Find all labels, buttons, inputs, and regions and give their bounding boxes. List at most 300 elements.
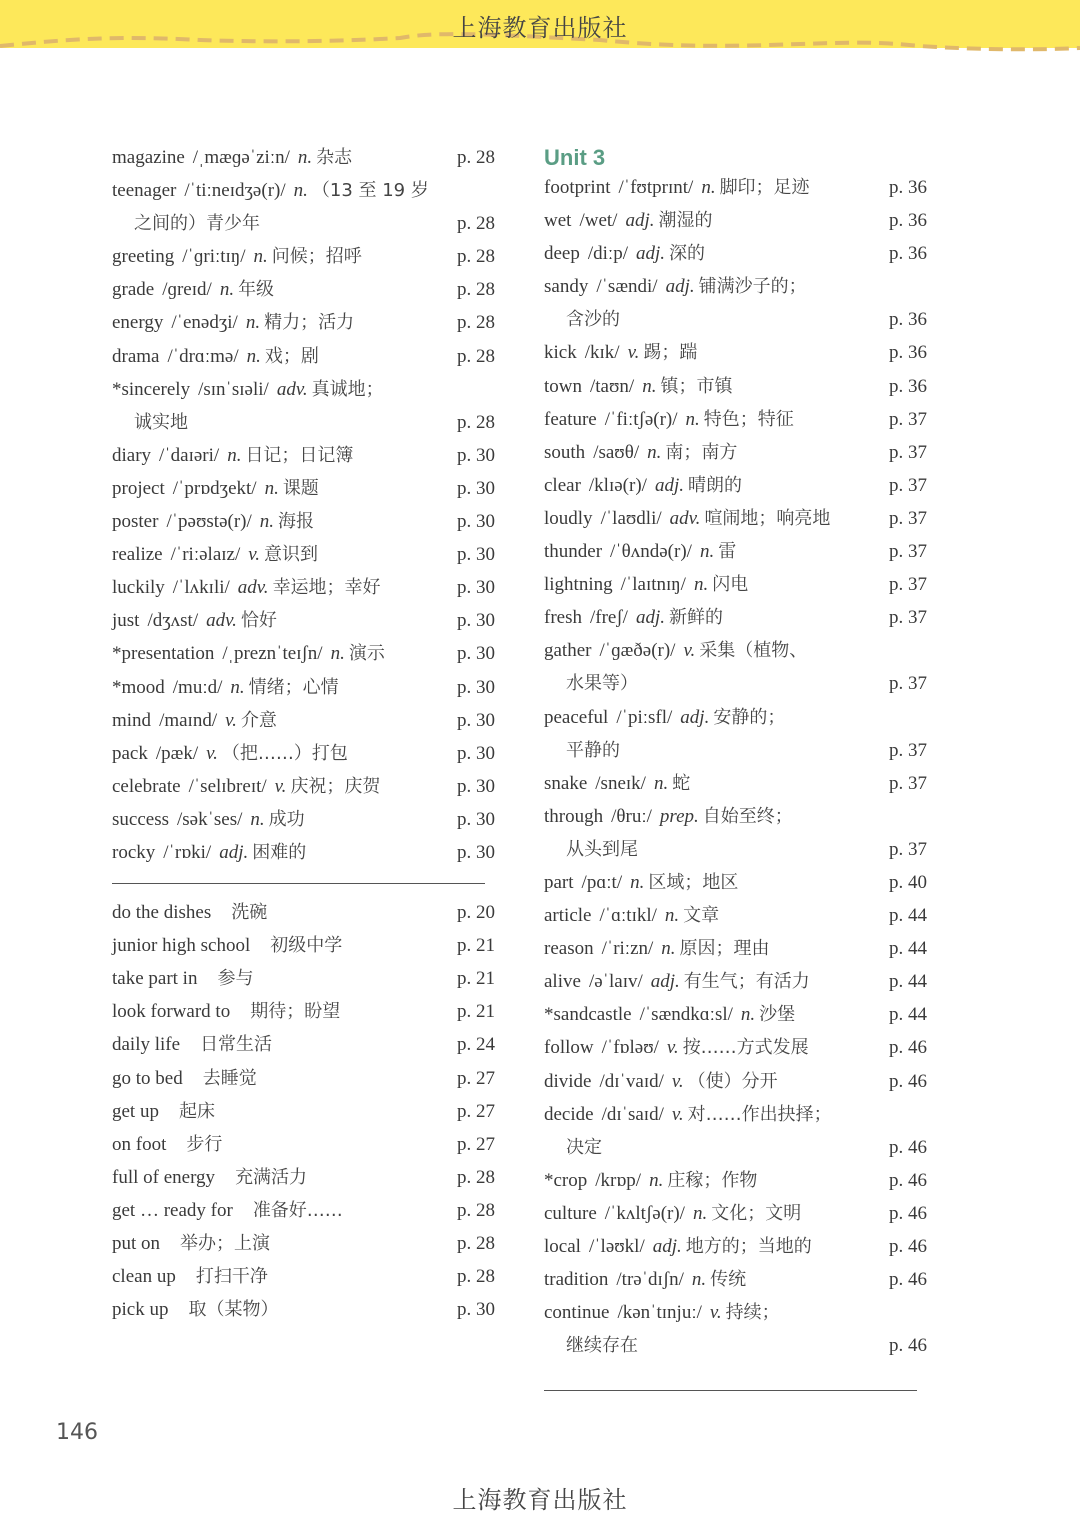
vocab-entry xyxy=(112,505,495,538)
entry-word: reason xyxy=(544,938,594,960)
vocab-entry xyxy=(544,767,927,800)
vocab-entry xyxy=(112,604,495,637)
entry-translation: 沙堡 xyxy=(759,1004,796,1026)
entry-page-ref: p. 46 xyxy=(889,1269,927,1291)
entry-word: snake xyxy=(544,772,588,794)
entry-phonetic: /sɪnˈsɪəli/ xyxy=(198,378,269,400)
entry-translation: （使）分开 xyxy=(687,1070,778,1092)
entry-phonetic: /ˈdrɑːmə/ xyxy=(167,345,239,367)
unit-title: Unit 3 xyxy=(544,145,606,170)
entry-phonetic: /ˈsændi/ xyxy=(596,276,658,298)
entry-translation: 脚印；足迹 xyxy=(719,177,810,198)
vocab-entry xyxy=(112,737,495,770)
entry-phonetic: /ˈɡriːtɪŋ/ xyxy=(182,246,246,268)
vocab-entry xyxy=(544,204,927,237)
entry-word: thunder xyxy=(544,541,603,563)
entry-phonetic: /maɪnd/ xyxy=(159,709,218,731)
vocab-entry xyxy=(544,1197,927,1230)
phrase-entry xyxy=(112,1161,495,1194)
entry-translation: 深的 xyxy=(669,243,706,265)
entry-word: culture xyxy=(544,1202,597,1224)
vocab-entry xyxy=(112,472,495,505)
phrase-text: take part in xyxy=(112,968,198,990)
vocab-entry xyxy=(112,240,495,273)
entry-page-ref: p. 28 xyxy=(457,246,495,268)
entry-phonetic: /freʃ/ xyxy=(589,607,628,629)
entry-part-of-speech: n. xyxy=(230,676,245,698)
entry-part-of-speech: n. xyxy=(630,871,645,893)
entry-translation-continued: 之间的）青少年 xyxy=(134,213,260,235)
entry-translation: 意识到 xyxy=(264,544,319,566)
entry-part-of-speech: n. xyxy=(253,246,268,268)
entry-word: deep xyxy=(544,243,580,265)
entry-word: lightning xyxy=(544,574,613,596)
entry-part-of-speech: n. xyxy=(246,345,261,367)
entry-page-ref: p. 46 xyxy=(889,1136,927,1158)
phrase-text: get up xyxy=(112,1100,159,1122)
entry-part-of-speech: n. xyxy=(691,1269,707,1291)
entry-part-of-speech: v. xyxy=(248,544,261,566)
entry-phonetic: /ˈθʌndə(r)/ xyxy=(610,541,692,563)
phrase-translation: 起床 xyxy=(178,1100,215,1122)
entry-phonetic: /ˈsændkɑːsl/ xyxy=(639,1004,733,1026)
entry-part-of-speech: v. xyxy=(274,775,287,797)
section-divider xyxy=(112,883,485,884)
vocab-entry xyxy=(112,306,495,339)
vocab-entry xyxy=(544,899,927,932)
phrase-entry xyxy=(112,1128,495,1161)
entry-word: pack xyxy=(112,742,148,764)
phrase-entry xyxy=(112,1028,495,1061)
entry-page-ref: p. 37 xyxy=(889,541,927,563)
entry-phonetic: /pæk/ xyxy=(155,742,199,764)
entry-part-of-speech: prep. xyxy=(659,805,699,827)
vocab-entry xyxy=(544,1164,927,1197)
entry-page-ref: p. 37 xyxy=(889,772,927,794)
entry-word: gather xyxy=(544,640,592,662)
vocab-entry xyxy=(544,1263,927,1296)
entry-phonetic: /ˈkʌltʃə(r)/ xyxy=(604,1202,685,1224)
entry-part-of-speech: adv. xyxy=(206,610,237,632)
entry-page-ref: p. 28 xyxy=(457,411,495,433)
entry-translation: （13 至 19 岁 xyxy=(311,180,429,202)
entry-word: *crop xyxy=(544,1169,588,1191)
phrase-translation: 步行 xyxy=(186,1133,223,1155)
entry-translation: 情绪；心情 xyxy=(248,676,339,698)
entry-part-of-speech: v. xyxy=(627,342,640,364)
phrase-text: pick up xyxy=(112,1299,169,1321)
entry-word: *presentation xyxy=(112,643,215,665)
entry-page-ref: p. 30 xyxy=(457,742,495,764)
entry-phonetic: /ˈfɒləʊ/ xyxy=(601,1037,659,1059)
publisher-footer: 上海教育出版社 xyxy=(452,1486,628,1514)
phrase-translation: 参与 xyxy=(217,968,254,990)
vocab-entry xyxy=(544,932,927,965)
entry-phonetic: /ˈtiːneɪdʒə(r)/ xyxy=(184,180,286,202)
word-list-right xyxy=(544,171,927,1362)
entry-phonetic: /ˈrɒki/ xyxy=(163,841,212,863)
vocab-entry xyxy=(544,1065,927,1098)
entry-word: rocky xyxy=(112,841,156,863)
entry-part-of-speech: n. xyxy=(740,1004,756,1026)
entry-part-of-speech: adv. xyxy=(669,507,701,529)
entry-phonetic: /taʊn/ xyxy=(590,375,635,397)
phrase-text: on foot xyxy=(112,1133,167,1155)
entry-translation: 杂志 xyxy=(316,147,353,168)
entry-word: project xyxy=(112,477,165,499)
entry-page-ref: p. 28 xyxy=(457,345,495,367)
entry-translation: 地方的；当地的 xyxy=(685,1236,812,1257)
entry-phonetic: /ˈprɒdʒekt/ xyxy=(172,477,257,499)
entry-word: energy xyxy=(112,312,164,334)
entry-page-ref: p. 46 xyxy=(889,1169,927,1191)
entry-page-ref: p. 44 xyxy=(889,905,927,927)
entry-word: article xyxy=(544,905,592,927)
entry-word: peaceful xyxy=(544,706,609,728)
entry-phonetic: /ˈenədʒi/ xyxy=(171,312,238,334)
entry-page-ref: p. 30 xyxy=(457,808,495,830)
entry-part-of-speech: n. xyxy=(661,938,676,960)
phrase-text: get … ready for xyxy=(112,1199,233,1221)
entry-page-ref: p. 37 xyxy=(889,441,927,463)
entry-translation: 南；南方 xyxy=(665,441,738,463)
entry-page-ref: p. 46 xyxy=(889,1236,927,1257)
phrase-translation: 期待；盼望 xyxy=(250,1001,341,1023)
entry-phonetic: /ˈriːzn/ xyxy=(601,938,654,960)
vocab-entry xyxy=(544,237,927,270)
entry-word: teenager xyxy=(112,180,177,202)
phrase-entry xyxy=(112,1194,495,1227)
entry-page-ref: p. 40 xyxy=(889,871,927,893)
entry-word: town xyxy=(544,375,582,397)
phrase-translation: 日常生活 xyxy=(200,1034,273,1056)
entry-page-ref: p. 30 xyxy=(457,511,495,533)
entry-phonetic: /ˈɑːtɪkl/ xyxy=(599,905,657,927)
entry-page-ref: p. 30 xyxy=(457,841,495,863)
phrase-translation: 举办；上演 xyxy=(180,1233,271,1254)
entry-word: sandy xyxy=(544,276,589,298)
entry-translation: 踢；踹 xyxy=(643,342,698,364)
entry-page-ref: p. 46 xyxy=(889,1202,927,1224)
vocab-entry xyxy=(544,535,927,568)
entry-translation: 对……作出抉择； xyxy=(687,1103,832,1125)
phrase-text: daily life xyxy=(112,1034,181,1056)
vocab-entry xyxy=(112,704,495,737)
vocab-entry xyxy=(544,800,927,866)
entry-part-of-speech: n. xyxy=(219,279,235,301)
entry-part-of-speech: adj. xyxy=(219,841,249,863)
entry-page-ref: p. 37 xyxy=(889,739,927,761)
vocab-entry xyxy=(544,370,927,403)
vocab-entry xyxy=(544,701,927,767)
entry-part-of-speech: v. xyxy=(666,1037,679,1059)
entry-word: local xyxy=(544,1236,581,1257)
entry-translation: 庄稼；作物 xyxy=(667,1169,758,1191)
entry-page-ref: p. 30 xyxy=(457,775,495,797)
entry-phonetic: /ˈfiːtʃə(r)/ xyxy=(604,408,678,430)
entry-part-of-speech: v. xyxy=(206,742,218,764)
vocab-entry xyxy=(544,1230,927,1263)
phrase-page-ref: p. 20 xyxy=(457,902,495,924)
phrase-translation: 准备好…… xyxy=(252,1199,343,1221)
entry-part-of-speech: v. xyxy=(683,640,696,662)
entry-part-of-speech: n. xyxy=(245,312,261,334)
entry-page-ref: p. 30 xyxy=(457,544,495,566)
entry-page-ref: p. 36 xyxy=(889,210,927,232)
entry-phonetic: /ˈlaʊdli/ xyxy=(600,507,662,529)
entry-word: luckily xyxy=(112,577,165,599)
entry-word: success xyxy=(112,808,169,830)
vocab-entry xyxy=(544,998,927,1031)
entry-phonetic: /dɪˈvaɪd/ xyxy=(599,1070,664,1092)
vocab-entry xyxy=(544,634,927,700)
entry-page-ref: p. 30 xyxy=(457,444,495,466)
entry-page-ref: p. 46 xyxy=(889,1070,927,1092)
entry-phonetic: /ˈlaɪtnɪŋ/ xyxy=(620,574,686,596)
entry-translation: 庆祝；庆贺 xyxy=(290,775,381,797)
entry-word: feature xyxy=(544,408,597,430)
entry-word: continue xyxy=(544,1302,610,1324)
entry-phonetic: /saʊθ/ xyxy=(593,441,640,463)
entry-translation: 新鲜的 xyxy=(669,607,723,629)
phrase-text: clean up xyxy=(112,1266,176,1288)
entry-word: footprint xyxy=(544,177,611,198)
entry-word: loudly xyxy=(544,507,593,529)
vocab-entry xyxy=(112,340,495,373)
entry-translation: 特色；特征 xyxy=(703,408,794,430)
entry-phonetic: /dɪˈsaɪd/ xyxy=(601,1103,664,1125)
entry-page-ref: p. 28 xyxy=(457,312,495,334)
entry-word: decide xyxy=(544,1103,594,1125)
entry-page-ref: p. 36 xyxy=(889,243,927,265)
entry-translation: 戏；剧 xyxy=(264,345,319,367)
entry-phonetic: /ɡreɪd/ xyxy=(162,279,212,301)
vocab-entry xyxy=(112,671,495,704)
entry-phonetic: /ˈpəʊstə(r)/ xyxy=(166,511,252,533)
entry-page-ref: p. 30 xyxy=(457,610,495,632)
entry-translation-continued: 从头到尾 xyxy=(566,838,638,860)
entry-translation: 问候；招呼 xyxy=(271,246,362,268)
phrase-text: do the dishes xyxy=(112,902,212,924)
phrase-entry xyxy=(112,896,495,929)
entry-part-of-speech: n. xyxy=(227,444,242,466)
entry-page-ref: p. 28 xyxy=(457,213,495,235)
entry-phonetic: /ˌpreznˈteɪʃn/ xyxy=(222,643,323,665)
entry-page-ref: p. 30 xyxy=(457,477,495,499)
entry-translation: 成功 xyxy=(268,808,305,830)
entry-phonetic: /ˈselɪbreɪt/ xyxy=(188,775,267,797)
entry-phonetic: /ˈlʌkɪli/ xyxy=(172,577,230,599)
entry-phonetic: /diːp/ xyxy=(587,243,628,265)
entry-page-ref: p. 37 xyxy=(889,673,927,695)
phrase-list xyxy=(112,896,495,1326)
entry-translation: 安静的； xyxy=(713,706,786,728)
entry-word: tradition xyxy=(544,1269,609,1291)
vocab-entry xyxy=(544,601,927,634)
entry-part-of-speech: n. xyxy=(647,441,662,463)
entry-word: kick xyxy=(544,342,577,364)
entry-word: celebrate xyxy=(112,775,181,797)
entry-part-of-speech: adj. xyxy=(625,210,655,232)
entry-translation: 有生气；有活力 xyxy=(683,971,810,993)
entry-page-ref: p. 44 xyxy=(889,1004,927,1026)
entry-part-of-speech: adj. xyxy=(665,276,695,298)
vocab-entry xyxy=(544,171,927,204)
entry-phonetic: /ˈləʊkl/ xyxy=(588,1236,645,1257)
vocab-entry xyxy=(112,273,495,306)
entry-page-ref: p. 37 xyxy=(889,474,927,496)
vocab-entry xyxy=(112,373,495,439)
entry-part-of-speech: adv. xyxy=(237,577,269,599)
entry-part-of-speech: v. xyxy=(709,1302,722,1324)
entry-word: alive xyxy=(544,971,581,993)
entry-word: *sincerely xyxy=(112,378,191,400)
entry-part-of-speech: n. xyxy=(293,180,308,202)
phrase-page-ref: p. 30 xyxy=(457,1299,495,1321)
vocab-entry xyxy=(112,637,495,670)
entry-phonetic: /ˌmæɡəˈziːn/ xyxy=(192,147,290,168)
phrase-page-ref: p. 28 xyxy=(457,1266,495,1288)
vocab-entry xyxy=(112,571,495,604)
entry-word: greeting xyxy=(112,246,175,268)
phrase-text: full of energy xyxy=(112,1166,216,1188)
phrase-text: junior high school xyxy=(112,935,251,957)
entry-translation: 自始至终； xyxy=(702,805,793,827)
entry-word: grade xyxy=(112,279,155,301)
entry-translation-continued: 诚实地 xyxy=(134,411,188,433)
entry-phonetic: /wet/ xyxy=(579,210,618,232)
phrase-page-ref: p. 28 xyxy=(457,1233,495,1254)
phrase-page-ref: p. 21 xyxy=(457,1001,495,1023)
section-divider-right xyxy=(544,1390,917,1391)
entry-part-of-speech: adj. xyxy=(636,243,666,265)
phrase-entry xyxy=(112,1293,495,1326)
entry-part-of-speech: n. xyxy=(685,408,700,430)
entry-word: clear xyxy=(544,474,581,496)
entry-translation-continued: 含沙的 xyxy=(566,309,620,331)
entry-translation: 闪电 xyxy=(712,574,749,596)
entry-part-of-speech: n. xyxy=(653,772,669,794)
publisher-header: 上海教育出版社 xyxy=(452,14,628,42)
phrase-page-ref: p. 27 xyxy=(457,1133,495,1155)
entry-part-of-speech: n. xyxy=(330,643,345,665)
entry-translation: 真诚地； xyxy=(311,378,384,400)
entry-part-of-speech: adj. xyxy=(652,1236,682,1257)
phrase-text: put on xyxy=(112,1233,161,1254)
phrase-entry xyxy=(112,1095,495,1128)
phrase-translation: 初级中学 xyxy=(270,935,343,957)
entry-word: wet xyxy=(544,210,572,232)
entry-word: just xyxy=(112,610,140,632)
entry-page-ref: p. 36 xyxy=(889,342,927,364)
phrase-page-ref: p. 27 xyxy=(457,1067,495,1089)
entry-phonetic: /ˈdaɪəri/ xyxy=(159,444,220,466)
entry-translation: 年级 xyxy=(238,279,275,301)
phrase-entry xyxy=(112,995,495,1028)
vocab-entry xyxy=(544,1031,927,1064)
phrase-translation: 取（某物） xyxy=(188,1299,279,1321)
entry-page-ref: p. 46 xyxy=(889,1037,927,1059)
entry-phonetic: /muːd/ xyxy=(172,676,223,698)
entry-word: fresh xyxy=(544,607,582,629)
phrase-page-ref: p. 24 xyxy=(457,1034,495,1056)
entry-part-of-speech: adj. xyxy=(680,706,710,728)
entry-part-of-speech: adj. xyxy=(635,607,665,629)
right-column xyxy=(544,141,927,1362)
entry-part-of-speech: n. xyxy=(692,1202,708,1224)
left-column xyxy=(112,141,495,1326)
phrase-translation: 打扫干净 xyxy=(195,1266,268,1288)
entry-page-ref: p. 37 xyxy=(889,838,927,860)
entry-part-of-speech: n. xyxy=(297,147,313,168)
vocab-entry xyxy=(544,436,927,469)
entry-page-ref: p. 30 xyxy=(457,709,495,731)
entry-part-of-speech: n. xyxy=(664,905,680,927)
phrase-page-ref: p. 28 xyxy=(457,1166,495,1188)
phrase-page-ref: p. 21 xyxy=(457,968,495,990)
entry-translation: 演示 xyxy=(348,643,385,665)
page-number: 146 xyxy=(56,1420,98,1445)
vocab-entry xyxy=(112,538,495,571)
entry-translation: 喧闹地；响亮地 xyxy=(704,507,831,529)
entry-translation: 课题 xyxy=(282,477,319,499)
entry-page-ref: p. 36 xyxy=(889,375,927,397)
entry-translation: 恰好 xyxy=(240,610,277,632)
entry-page-ref: p. 44 xyxy=(889,938,927,960)
entry-word: realize xyxy=(112,544,163,566)
entry-phonetic: /klɪə(r)/ xyxy=(588,474,647,496)
entry-page-ref: p. 36 xyxy=(889,309,927,331)
entry-phonetic: /dʒʌst/ xyxy=(147,610,199,632)
entry-phonetic: /θruː/ xyxy=(611,805,652,827)
entry-translation: 区域；地区 xyxy=(648,871,739,893)
phrase-translation: 洗碗 xyxy=(231,902,268,924)
entry-word: mind xyxy=(112,709,152,731)
entry-word: divide xyxy=(544,1070,592,1092)
entry-page-ref: p. 30 xyxy=(457,577,495,599)
entry-word: part xyxy=(544,871,574,893)
phrase-entry xyxy=(112,1260,495,1293)
entry-part-of-speech: adj. xyxy=(650,971,680,993)
vocab-entry xyxy=(544,403,927,436)
phrase-entry xyxy=(112,1227,495,1260)
entry-phonetic: /ˈɡæðə(r)/ xyxy=(599,640,676,662)
entry-word: *mood xyxy=(112,676,165,698)
entry-part-of-speech: n. xyxy=(649,1169,664,1191)
phrase-page-ref: p. 27 xyxy=(457,1100,495,1122)
entry-part-of-speech: n. xyxy=(693,574,709,596)
entry-translation: 文化；文明 xyxy=(711,1202,802,1224)
entry-word: poster xyxy=(112,511,159,533)
entry-part-of-speech: v. xyxy=(671,1070,684,1092)
entry-translation: 幸运地；幸好 xyxy=(272,577,381,599)
entry-phonetic: /krɒp/ xyxy=(595,1169,642,1191)
entry-page-ref: p. 30 xyxy=(457,676,495,698)
entry-phonetic: /əˈlaɪv/ xyxy=(588,971,643,993)
phrase-text: look forward to xyxy=(112,1001,231,1023)
vocab-entry xyxy=(544,270,927,336)
entry-translation: 困难的 xyxy=(252,841,307,863)
entry-translation: 介意 xyxy=(240,709,277,731)
entry-page-ref: p. 28 xyxy=(457,279,495,301)
vocab-entry xyxy=(544,469,927,502)
entry-translation: 晴朗的 xyxy=(687,474,742,496)
vocab-entry xyxy=(112,439,495,472)
vocab-entry xyxy=(112,174,495,240)
entry-word: follow xyxy=(544,1037,594,1059)
entry-translation: 铺满沙子的； xyxy=(698,276,807,298)
entry-word: diary xyxy=(112,444,152,466)
